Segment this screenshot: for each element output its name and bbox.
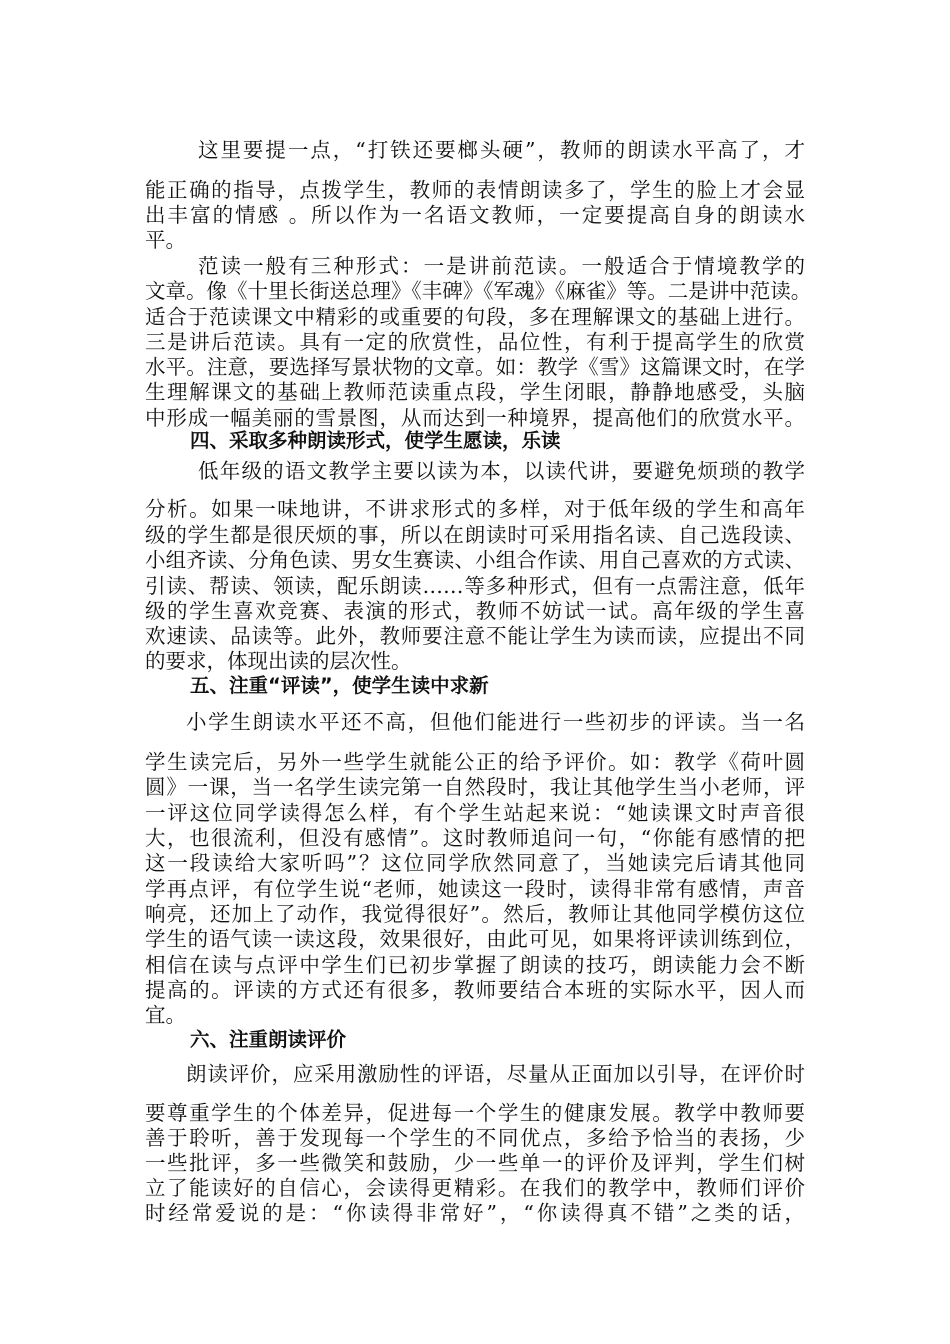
paragraph-line: 引读、帮读、领读，配乐朗读……等多种形式，但有一点需注意，低年 [145,574,805,598]
paragraph-line: 朗读评价，应采用激励性的评语，尽量从正面加以引导，在评价时 [186,1062,805,1086]
paragraph-line: 这一段读给大家听吗”？这位同学欣然同意了，当她读完后请其他同 [145,851,805,875]
section-heading: 六、注重朗读评价 [190,1028,347,1051]
paragraph-line: 分析。如果一味地讲，不讲求形式的多样，对于低年级的学生和高年 [145,497,805,521]
paragraph-line: 欢速读、品读等。此外，教师要注意不能让学生为读而读，应提出不同 [145,624,805,648]
paragraph-line: 小学生朗读水平还不高，但他们能进行一些初步的评读。当一名 [186,710,805,734]
paragraph-line: 学再点评，有位学生说“老师，她读这一段时，读得非常有感情，声音 [145,877,805,901]
paragraph-line: 相信在读与点评中学生们已初步掌握了朗读的技巧，朗读能力会不断 [145,953,805,977]
paragraph-line: 提高的。评读的方式还有很多，教师要结合本班的实际水平，因人而 [145,978,805,1002]
paragraph-line: 响亮，还加上了动作，我觉得很好”。然后，教师让其他同学模仿这位 [145,902,805,926]
paragraph-line: 文章。像《十里长街送总理》《丰碑》《军魂》《麻雀》等。二是讲中范读。 [145,279,812,303]
paragraph-line: 的要求，体现出读的层次性。 [145,649,412,673]
paragraph-line: 出丰富的情感 。所以作为一名语文教师，一定要提高自身的朗读水 [145,203,805,227]
paragraph-line: 宜。 [145,1003,186,1027]
paragraph-line: 级的学生喜欢竞赛、表演的形式，教师不妨试一试。高年级的学生喜 [145,599,805,623]
paragraph-line: 圆》一课，当一名学生读完第一自然段时，我让其他学生当小老师，评 [145,775,805,799]
paragraph-line: 小组齐读、分角色读、男女生赛读、小组合作读、用自己喜欢的方式读、 [145,548,805,572]
section-heading: 四、采取多种朗读形式，使学生愿读，乐读 [190,429,561,452]
section-heading: 五、注重“评读”，使学生读中求新 [190,674,489,697]
paragraph-line: 三是讲后范读。具有一定的欣赏性，品位性，有利于提高学生的欣赏 [145,330,805,354]
paragraph-line: 适合于范读课文中精彩的或重要的句段，多在理解课文的基础上进行。 [145,305,805,329]
paragraph-line: 范读一般有三种形式：一是讲前范读。一般适合于情境教学的 [198,254,805,278]
paragraph-line: 学生读完后，另外一些学生就能公正的给予评价。如：教学《荷叶圆 [145,750,805,774]
paragraph-line: 学生的语气读一读这段，效果很好，由此可见，如果将评读训练到位， [145,927,805,951]
paragraph-line: 时经常爱说的是：“你读得非常好”，“你读得真不错”之类的话， [145,1201,805,1225]
paragraph-line: 一评这位同学读得怎么样，有个学生站起来说：“她读课文时声音很 [145,801,805,825]
paragraph-line: 水平。注意，要选择写景状物的文章。如：教学《雪》这篇课文时，在学 [145,355,805,379]
paragraph-line: 立了能读好的自信心，会读得更精彩。在我们的教学中，教师们评价 [145,1176,805,1200]
paragraph-line: 要尊重学生的个体差异，促进每一个学生的健康发展。教学中教师要 [145,1101,805,1125]
paragraph-line: 一些批评，多一些微笑和鼓励，少一些单一的评价及评判，学生们树 [145,1151,805,1175]
paragraph-line: 这里要提一点，“打铁还要榔头硬”，教师的朗读水平高了，才 [198,138,805,162]
paragraph-line: 能正确的指导，点拨学生，教师的表情朗读多了，学生的脸上才会显 [145,178,805,202]
paragraph-line: 低年级的语文教学主要以读为本，以读代讲，要避免烦琐的教学 [198,459,805,483]
paragraph-line: 平。 [145,228,186,252]
paragraph-line: 级的学生都是很厌烦的事，所以在朗读时可采用指名读、自己选段读、 [145,523,805,547]
paragraph-line: 大，也很流利，但没有感情”。这时教师追问一句，“你能有感情的把 [145,826,805,850]
paragraph-line: 生理解课文的基础上教师范读重点段，学生闭眼，静静地感受，头脑 [145,380,805,404]
paragraph-line: 中形成一幅美丽的雪景图，从而达到一种境界，提高他们的欣赏水平。 [145,406,805,430]
paragraph-line: 善于聆听，善于发现每一个学生的不同优点，多给予恰当的表扬，少 [145,1126,805,1150]
